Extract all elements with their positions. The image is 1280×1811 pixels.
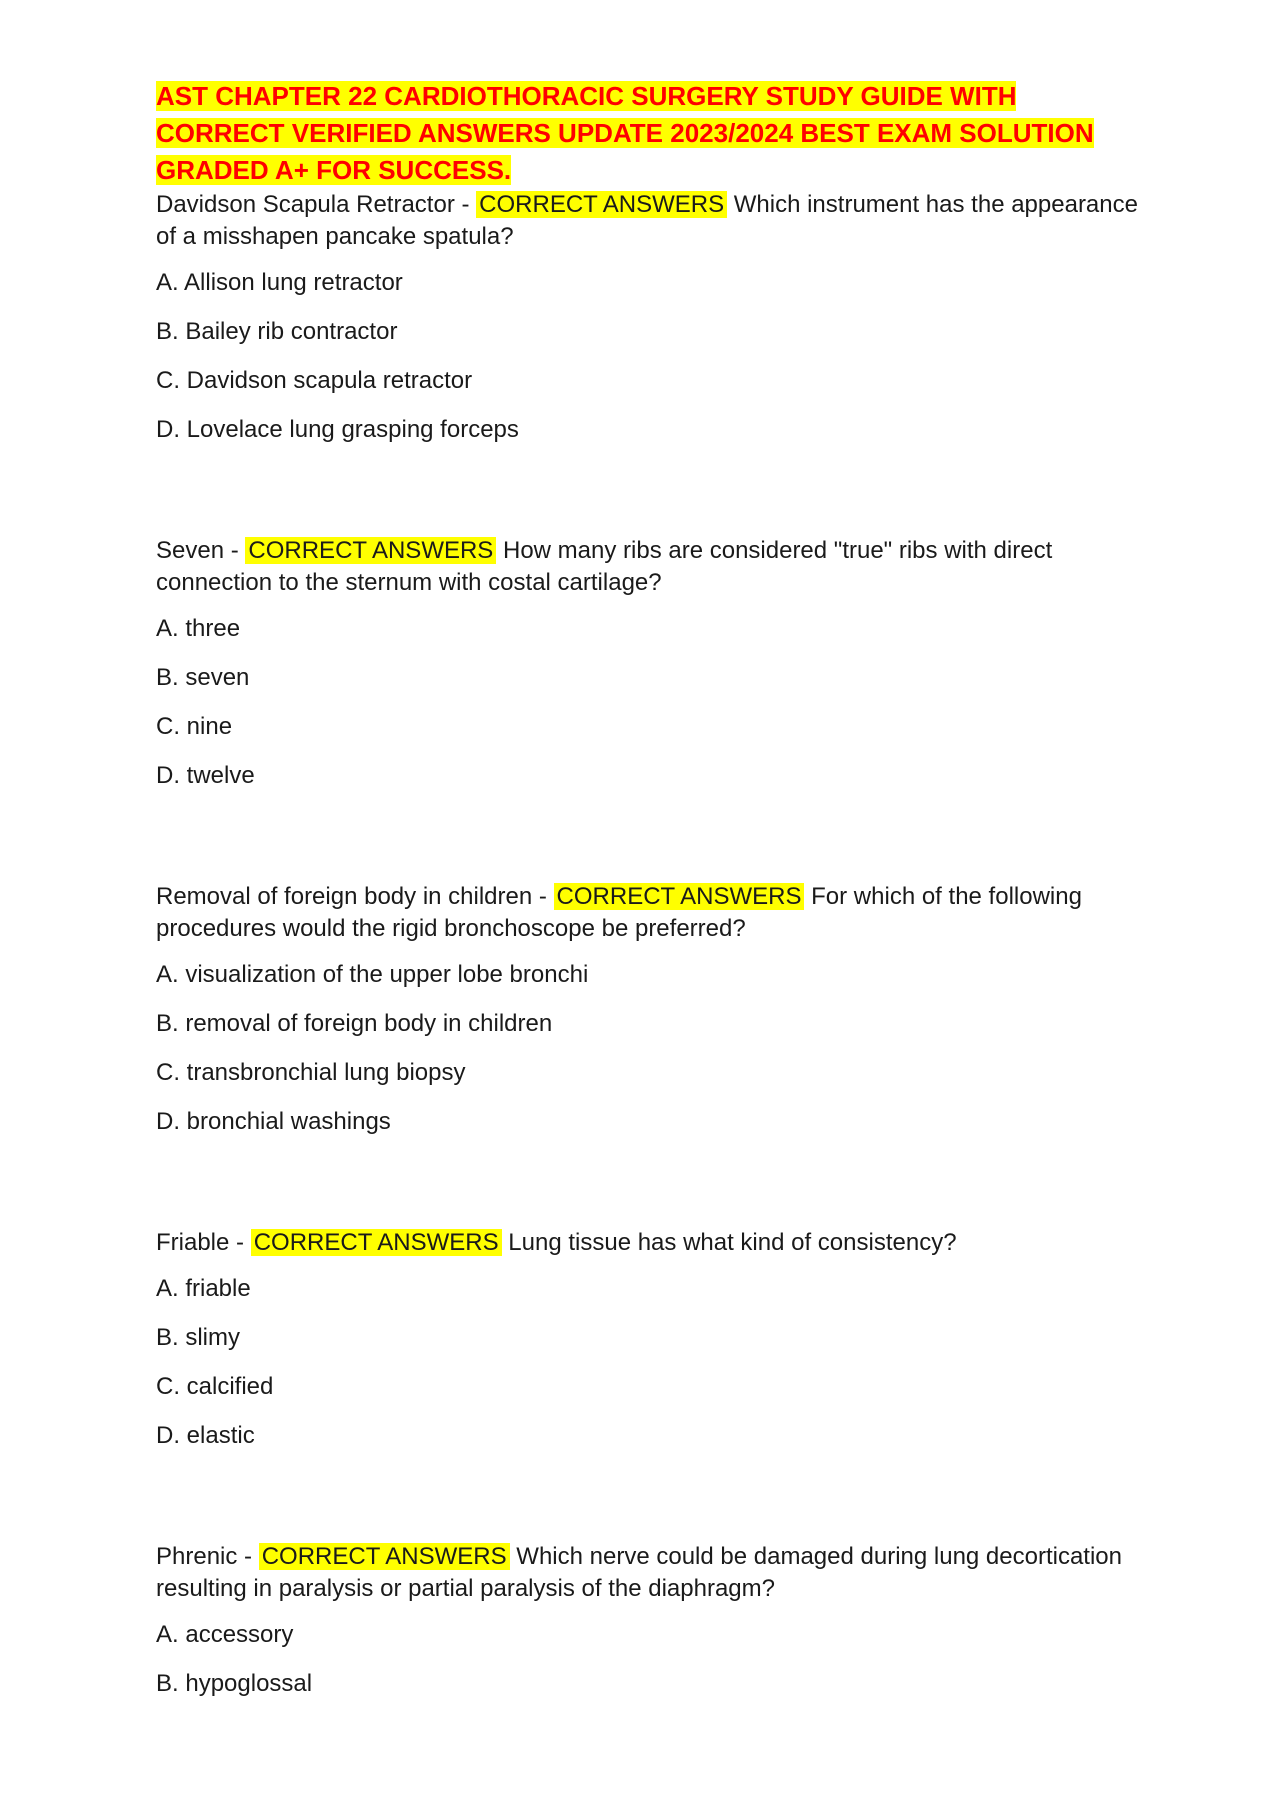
answer-option: C. transbronchial lung biopsy — [156, 1059, 466, 1086]
answer-option: A. friable — [156, 1275, 251, 1302]
answer-option: C. Davidson scapula retractor — [156, 367, 473, 394]
spacer — [156, 1471, 1150, 1541]
question-text — [156, 881, 1146, 945]
correct-answers-marker: CORRECT ANSWERS — [476, 191, 727, 218]
answer-option: C. calcified — [156, 1373, 274, 1400]
question-block — [156, 881, 1150, 1136]
question-block — [156, 189, 1150, 444]
correct-answers-marker: CORRECT ANSWERS — [251, 1229, 502, 1256]
question-text — [156, 189, 1146, 253]
answer-text: Friable - — [156, 1229, 251, 1256]
spacer — [156, 811, 1150, 881]
answer-option: B. slimy — [156, 1324, 240, 1351]
question-prompt: Lung tissue has what kind of consistency? — [508, 1229, 957, 1256]
question-prompt: For which of the following procedures would the rigid bronchoscope be preferred? — [156, 883, 1082, 942]
document-title — [156, 78, 1146, 189]
question-block — [156, 1541, 1150, 1698]
answer-option: B. hypoglossal — [156, 1670, 313, 1697]
answer-text: Seven - — [156, 537, 246, 564]
answer-option: C. nine — [156, 713, 233, 740]
spacer — [156, 465, 1150, 535]
answer-option: A. three — [156, 615, 241, 642]
answer-text: Davidson Scapula Retractor - — [156, 191, 477, 218]
question-text — [156, 1541, 1146, 1605]
question-text — [156, 535, 1146, 599]
answer-text: Removal of foreign body in children - — [156, 883, 554, 910]
spacer — [156, 1157, 1150, 1227]
question-text — [156, 1227, 1146, 1259]
correct-answers-marker: CORRECT ANSWERS — [259, 1543, 510, 1570]
answer-option: D. bronchial washings — [156, 1108, 391, 1135]
answer-option: A. visualization of the upper lobe bronchi — [156, 961, 589, 988]
question-prompt: How many ribs are considered "true" ribs with direct connection to the sternum with costal cartilage? — [156, 537, 1053, 596]
question-block — [156, 535, 1150, 790]
answer-option: B. seven — [156, 664, 250, 691]
answer-option: D. Lovelace lung grasping forceps — [156, 416, 519, 443]
correct-answers-marker: CORRECT ANSWERS — [245, 537, 496, 564]
correct-answers-marker: CORRECT ANSWERS — [554, 883, 805, 910]
question-prompt: Which instrument has the appearance of a misshapen pancake spatula? — [156, 191, 1138, 250]
title-text: AST CHAPTER 22 CARDIOTHORACIC SURGERY STUDY GUIDE WITH CORRECT VERIFIED ANSWERS UPDATE 2023/2024 BEST EXAM SOLUTION GRADED A+ FOR SUCCESS. — [156, 81, 1094, 185]
answer-text: Phrenic - — [156, 1543, 259, 1570]
answer-option: D. twelve — [156, 762, 255, 789]
question-block — [156, 1227, 1150, 1450]
answer-option: D. elastic — [156, 1422, 255, 1449]
answer-option: A. accessory — [156, 1621, 294, 1648]
answer-option: B. removal of foreign body in children — [156, 1010, 553, 1037]
question-prompt: Which nerve could be damaged during lung decortication resulting in paralysis or partial paralysis of the diaphragm? — [156, 1543, 1123, 1602]
answer-option: A. Allison lung retractor — [156, 269, 403, 296]
answer-option: B. Bailey rib contractor — [156, 318, 398, 345]
